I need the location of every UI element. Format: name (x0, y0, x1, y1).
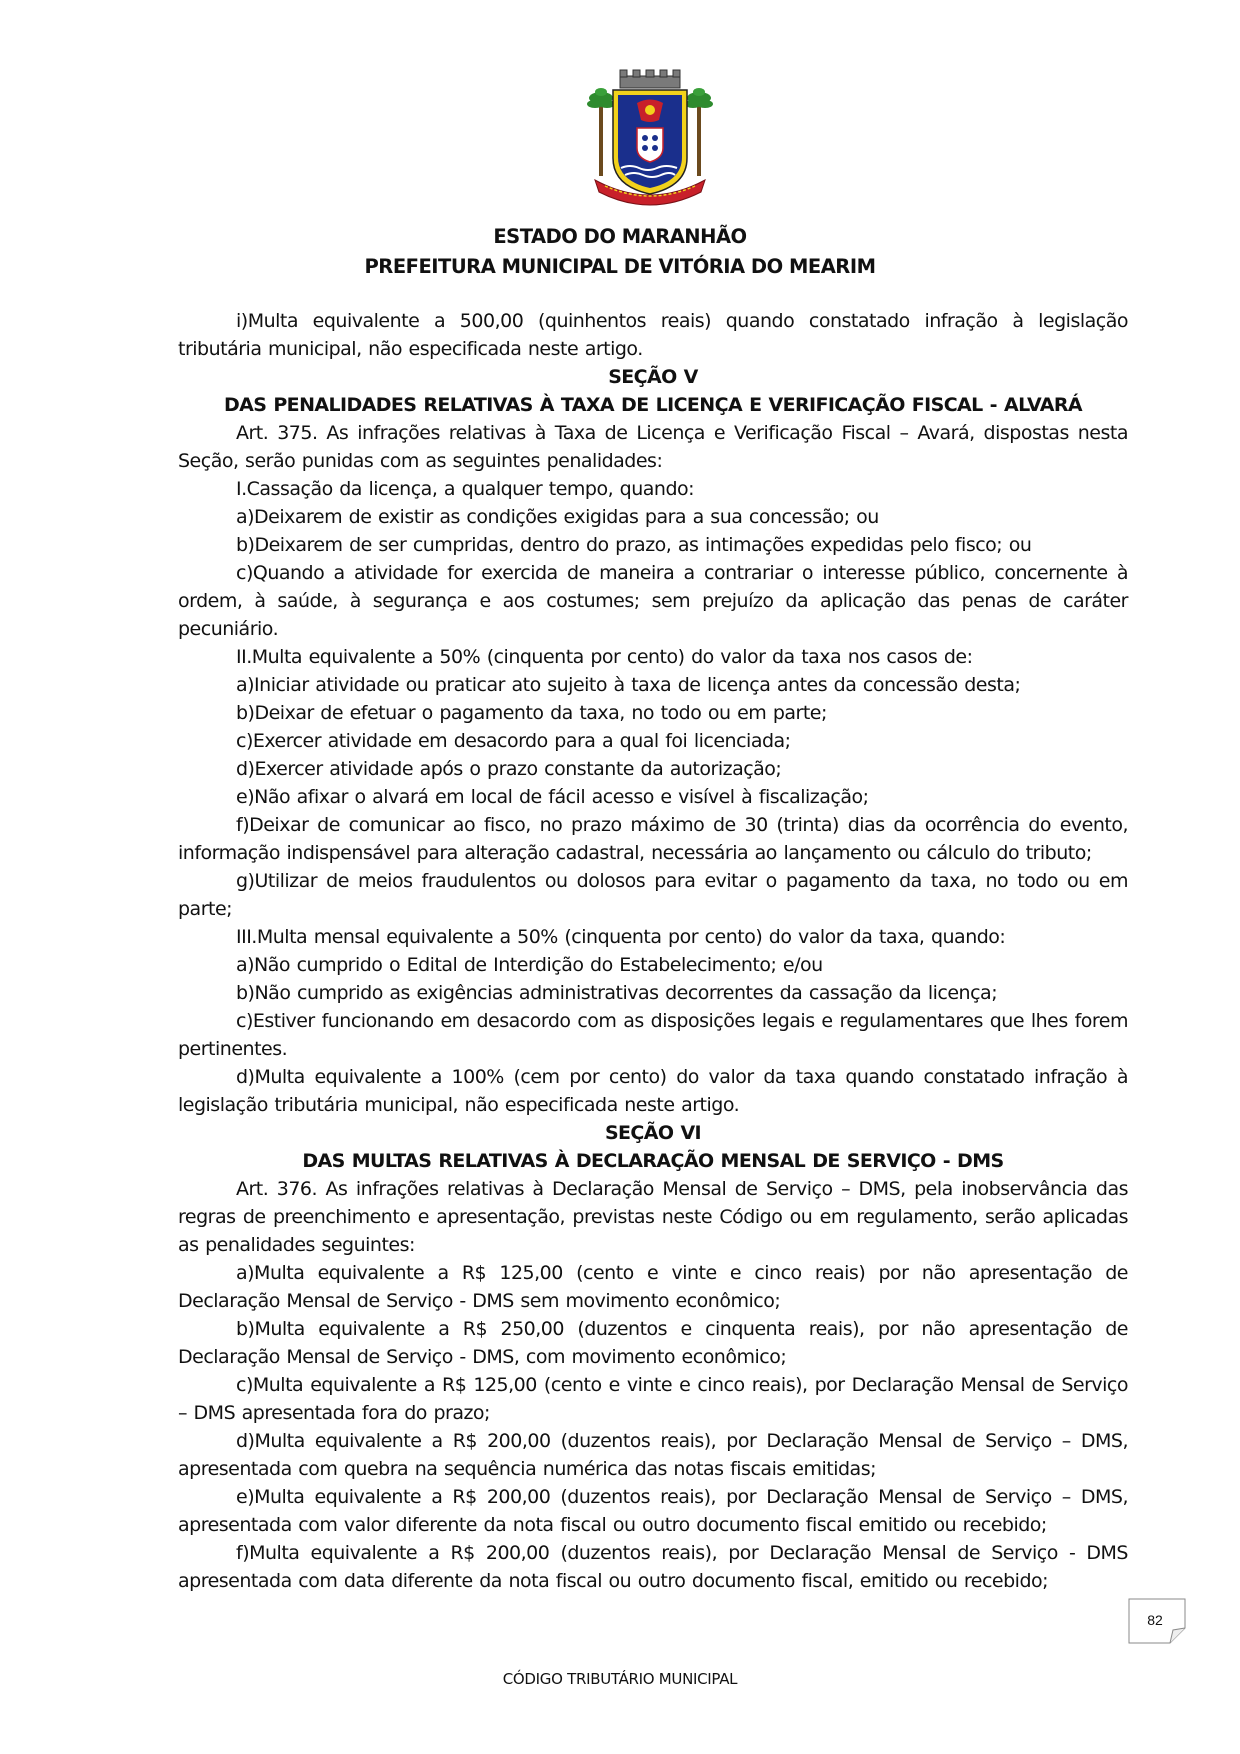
article-375: Art. 375. As infrações relativas à Taxa de Licença e Verificação Fiscal – Avará, dispostas nesta Seção, serão punidas com as seguintes penalidades: (178, 422, 1128, 472)
paragraph-375-ii-f: f)Deixar de comunicar ao fisco, no prazo máximo de 30 (trinta) dias da ocorrência do evento, informação indispensável para alteração cadastral, necessária ao lançamento ou cálculo do tributo; (178, 814, 1128, 864)
paragraph-375-iii-a: a)Não cumprido o Edital de Interdição do Estabelecimento; e/ou (236, 954, 823, 976)
paragraph-375-ii: II.Multa equivalente a 50% (cinquenta por cento) do valor da taxa nos casos de: (236, 646, 973, 668)
paragraph-375-i-b: b)Deixarem de ser cumpridas, dentro do prazo, as intimações expedidas pelo fisco; ou (236, 534, 1032, 556)
municipal-coat-of-arms (585, 68, 715, 208)
paragraph-375-ii-d: d)Exercer atividade após o prazo constante da autorização; (236, 758, 782, 780)
paragraph-375-iii: III.Multa mensal equivalente a 50% (cinquenta por cento) do valor da taxa, quando: (236, 926, 1006, 948)
paragraph-375-ii-a: a)Iniciar atividade ou praticar ato sujeito à taxa de licença antes da concessão desta; (236, 674, 1021, 696)
paragraph-item-i: i)Multa equivalente a 500,00 (quinhentos reais) quando constatado infração à legislação tributária municipal, não especificada neste artigo. (178, 310, 1128, 360)
paragraph-376-f: f)Multa equivalente a R$ 200,00 (duzentos reais), por Declaração Mensal de Serviço - DMS apresentada com data diferente da nota fiscal ou outro documento fiscal, emitido ou recebido; (178, 1542, 1128, 1592)
shield-icon (613, 90, 687, 194)
paragraph-375-ii-b: b)Deixar de efetuar o pagamento da taxa, no todo ou em parte; (236, 702, 827, 724)
paragraph-375-iii-c: c)Estiver funcionando em desacordo com as disposições legais e regulamentares que lhes forem pertinentes. (178, 1010, 1128, 1060)
section-vi-heading: SEÇÃO VI (604, 1122, 702, 1144)
paragraph-375-i-a: a)Deixarem de existir as condições exigidas para a sua concessão; ou (236, 506, 879, 528)
section-v-heading: SEÇÃO V (608, 366, 698, 388)
municipality-heading: PREFEITURA MUNICIPAL DE VITÓRIA DO MEARIM (364, 255, 876, 278)
paragraph-375-ii-g: g)Utilizar de meios fraudulentos ou dolosos para evitar o pagamento da taxa, no todo ou em parte; (178, 870, 1128, 920)
paragraph-376-a: a)Multa equivalente a R$ 125,00 (cento e vinte e cinco reais) por não apresentação de Declaração Mensal de Serviço - DMS sem movimento econômico; (178, 1262, 1128, 1312)
document-body (178, 307, 1128, 1595)
article-376: Art. 376. As infrações relativas à Declaração Mensal de Serviço – DMS, pela inobservância das regras de preenchimento e apresentação, previstas neste Código ou em regulamento, serão aplicadas as penalidades seguintes: (178, 1178, 1128, 1256)
paragraph-375-ii-c: c)Exercer atividade em desacordo para a qual foi licenciada; (236, 730, 791, 752)
paragraph-376-b: b)Multa equivalente a R$ 250,00 (duzentos e cinquenta reais), por não apresentação de Declaração Mensal de Serviço - DMS, com movimento econômico; (178, 1318, 1128, 1368)
section-v-title: DAS PENALIDADES RELATIVAS À TAXA DE LICENÇA E VERIFICAÇÃO FISCAL - ALVARÁ (223, 394, 1083, 416)
paragraph-375-iii-d: d)Multa equivalente a 100% (cem por cento) do valor da taxa quando constatado infração à legislação tributária municipal, não especificada neste artigo. (178, 1066, 1128, 1116)
paragraph-375-iii-b: b)Não cumprido as exigências administrativas decorrentes da cassação da licença; (236, 982, 998, 1004)
page-number: 82 (1147, 1612, 1163, 1628)
page-number-box (1128, 1598, 1186, 1644)
state-heading: ESTADO DO MARANHÃO (493, 225, 747, 248)
right-palm-tree-icon (685, 88, 713, 176)
paragraph-375-ii-e: e)Não afixar o alvará em local de fácil acesso e visível à fiscalização; (236, 786, 869, 808)
paragraph-376-e: e)Multa equivalente a R$ 200,00 (duzentos reais), por Declaração Mensal de Serviço – DMS, apresentada com valor diferente da nota fiscal ou outro documento fiscal emitido ou recebido; (178, 1486, 1128, 1536)
document-footer: CÓDIGO TRIBUTÁRIO MUNICIPAL (502, 1670, 738, 1688)
section-vi-title: DAS MULTAS RELATIVAS À DECLARAÇÃO MENSAL DE SERVIÇO - DMS (302, 1150, 1004, 1172)
mural-crown-icon (620, 70, 680, 88)
paragraph-376-d: d)Multa equivalente a R$ 200,00 (duzentos reais), por Declaração Mensal de Serviço – DMS, apresentada com quebra na sequência numérica das notas fiscais emitidas; (178, 1430, 1128, 1480)
paragraph-375-i: I.Cassação da licença, a qualquer tempo, quando: (236, 478, 695, 500)
paragraph-376-c: c)Multa equivalente a R$ 125,00 (cento e vinte e cinco reais), por Declaração Mensal de Serviço – DMS apresentada fora do prazo; (178, 1374, 1128, 1424)
left-palm-tree-icon (587, 88, 615, 176)
paragraph-375-i-c: c)Quando a atividade for exercida de maneira a contrariar o interesse público, concernente à ordem, à saúde, à segurança e aos costumes; sem prejuízo da aplicação das penas de caráter pecuniário. (178, 562, 1128, 640)
